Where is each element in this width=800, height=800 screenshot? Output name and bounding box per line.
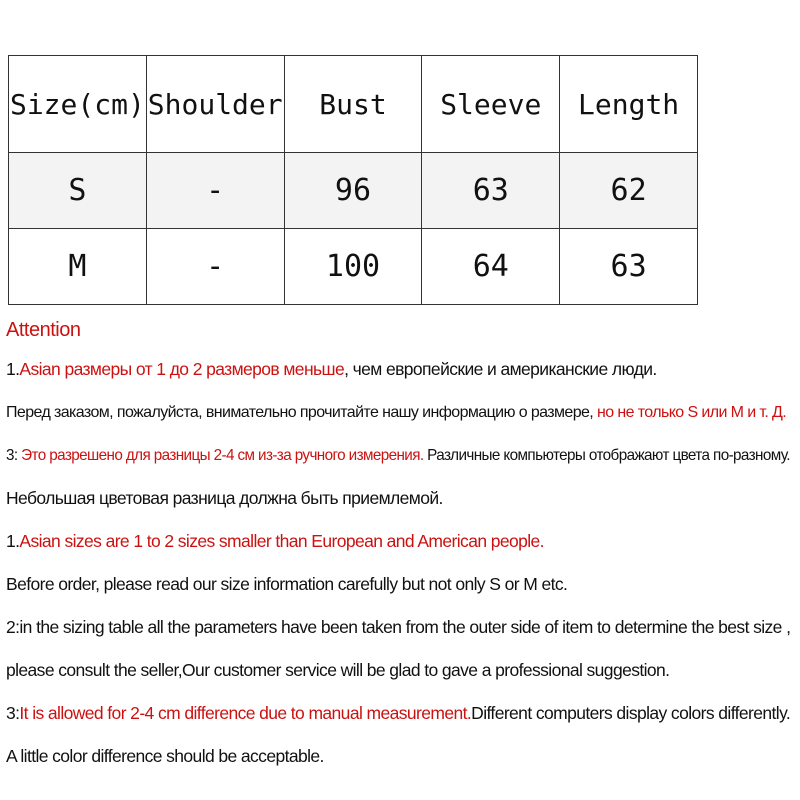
table-cell: S bbox=[9, 153, 147, 229]
note-text: Различные компьютеры отображают цвета по-разному. bbox=[423, 447, 790, 464]
note-en-4 bbox=[6, 649, 796, 692]
note-text: Before order, please read our size information carefully but not only S or M etc. bbox=[6, 574, 568, 594]
size-notes bbox=[6, 312, 796, 778]
note-en-1 bbox=[6, 520, 796, 563]
table-cell: M bbox=[9, 229, 147, 305]
note-text: please consult the seller,Our customer service will be glad to gave a professional suggestion. bbox=[6, 660, 670, 680]
size-table bbox=[8, 55, 698, 305]
note-ru-1 bbox=[6, 348, 796, 391]
note-highlight: Это разрешено для разницы 2-4 см из-за ручного измерения. bbox=[21, 447, 424, 464]
note-prefix: 3: bbox=[6, 447, 22, 464]
header-shoulder: Shoulder bbox=[146, 56, 284, 153]
note-highlight: It is allowed for 2-4 cm difference due to manual measurement. bbox=[19, 703, 472, 723]
note-highlight: Asian sizes are 1 to 2 sizes smaller than European and American people. bbox=[19, 531, 544, 551]
table-cell: 63 bbox=[422, 153, 560, 229]
table-cell: 96 bbox=[284, 153, 422, 229]
note-text: Different computers display colors differently. bbox=[471, 703, 791, 723]
note-prefix: 3: bbox=[6, 703, 20, 723]
header-size: Size(cm) bbox=[9, 56, 147, 153]
table-row bbox=[9, 229, 698, 305]
note-en-5 bbox=[6, 692, 796, 735]
note-en-3 bbox=[6, 606, 796, 649]
note-highlight: но не только S или M и т. Д. bbox=[597, 404, 787, 421]
table-cell: - bbox=[146, 229, 284, 305]
note-ru-3 bbox=[6, 434, 796, 477]
note-text: A little color difference should be acceptable. bbox=[6, 746, 324, 766]
note-ru-4 bbox=[6, 477, 796, 520]
table-cell: - bbox=[146, 153, 284, 229]
table-cell: 100 bbox=[284, 229, 422, 305]
note-text: , чем европейские и американские люди. bbox=[344, 359, 657, 379]
table-cell: 63 bbox=[560, 229, 698, 305]
note-en-2 bbox=[6, 563, 796, 606]
note-text: Перед заказом, пожалуйста, внимательно прочитайте нашу информацию о размере, bbox=[6, 404, 597, 421]
table-cell: 64 bbox=[422, 229, 560, 305]
note-ru-2 bbox=[6, 391, 796, 434]
table-header-row bbox=[9, 56, 698, 153]
note-text: Небольшая цветовая разница должна быть приемлемой. bbox=[6, 488, 443, 508]
table-cell: 62 bbox=[560, 153, 698, 229]
note-text: 2:in the sizing table all the parameters have been taken from the outer side of item to determine the best size , bbox=[6, 617, 791, 637]
attention-heading: Attention bbox=[6, 319, 81, 341]
header-length: Length bbox=[560, 56, 698, 153]
header-bust: Bust bbox=[284, 56, 422, 153]
note-en-6 bbox=[6, 735, 796, 778]
note-highlight: Asian размеры от 1 до 2 размеров меньше bbox=[19, 359, 345, 379]
note-prefix: 1. bbox=[6, 531, 20, 551]
header-sleeve: Sleeve bbox=[422, 56, 560, 153]
table-row bbox=[9, 153, 698, 229]
note-prefix: 1. bbox=[6, 359, 20, 379]
